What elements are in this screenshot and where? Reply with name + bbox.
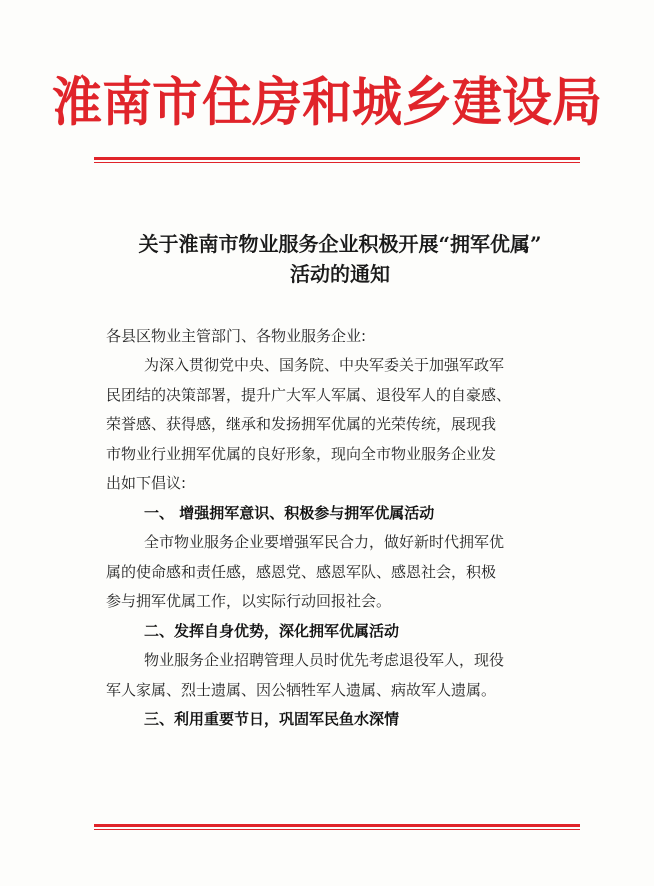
section-1-line: 全市物业服务企业要增强军民合力，做好新时代拥军优 — [144, 533, 505, 551]
section-heading-1: 一、 增强拥军意识、积极参与拥军优属活动 — [144, 504, 435, 522]
section-1-line: 参与拥军优属工作，以实际行动回报社会。 — [106, 592, 392, 610]
section-2-line: 物业服务企业招聘管理人员时优先考虑退役军人，现役 — [144, 651, 505, 669]
intro-line: 荣誉感、获得感，继承和发扬拥军优属的光荣传统，展现我 — [106, 415, 497, 433]
section-heading-3: 三、利用重要节日，巩固军民鱼水深情 — [144, 710, 400, 728]
notice-title-line-1: 关于淮南市物业服务企业积极开展“拥军优属” — [138, 232, 542, 256]
section-1-line: 属的使命感和责任感，感恩党、感恩军队、感恩社会，积极 — [106, 563, 497, 581]
intro-line: 市物业行业拥军优属的良好形象，现向全市物业服务企业发 — [106, 445, 497, 463]
footer-red-rule-thin — [94, 829, 580, 830]
letterhead-red-rule-thin — [94, 162, 580, 163]
salutation: 各县区物业主管部门、各物业服务企业: — [106, 327, 367, 345]
footer-red-rule — [94, 824, 580, 827]
intro-line: 为深入贯彻党中央、国务院、中央军委关于加强军政军 — [144, 356, 505, 374]
section-2-line: 军人家属、烈士遗属、因公牺牲军人遗属、病故军人遗属。 — [106, 681, 497, 699]
letterhead-red-rule — [94, 157, 580, 160]
section-heading-2: 二、发挥自身优势，深化拥军优属活动 — [144, 622, 400, 640]
notice-title-line-2: 活动的通知 — [290, 262, 390, 286]
letterhead-title: 淮南市住房和城乡建设局 — [52, 70, 602, 133]
intro-line: 民团结的决策部署，提升广大军人军属、退役军人的自豪感、 — [106, 386, 512, 404]
intro-line: 出如下倡议: — [106, 474, 187, 492]
